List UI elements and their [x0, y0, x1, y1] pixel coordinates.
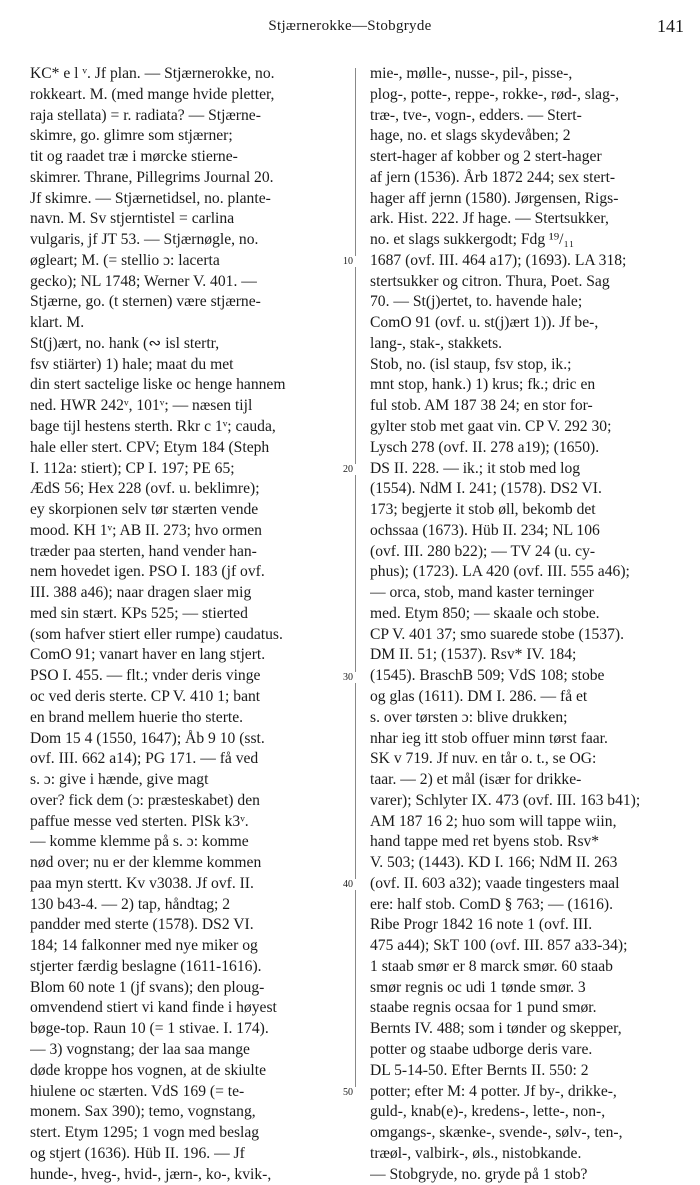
text-line: pandder med sterte (1578). DS2 VI. — [30, 916, 254, 934]
text-line: med sin stært. KPs 525; — stierted — [30, 604, 248, 622]
text-line: 130 b43-4. — 2) tap, håndtag; 2 — [30, 895, 231, 913]
text-line: 475 a44); SkT 100 (ovf. III. 857 a33-34); — [370, 937, 628, 955]
text-line: mie-, mølle-, nusse-, pil-, pisse-, — [370, 65, 573, 82]
text-line: monem. Sax 390); temo, vognstang, — [30, 1103, 256, 1121]
text-line: stert. Etym 1295; 1 vogn med beslag — [30, 1124, 260, 1142]
text-line: s. ɔ: give i hænde, give magt — [30, 771, 209, 789]
text-line: ey skorpionen selv tør stærten vende — [30, 501, 259, 519]
text-line: raja stellata) = r. radiata? — Stjærne- — [30, 106, 261, 124]
text-line: hiulene oc stærten. VdS 169 (= te- — [30, 1082, 245, 1100]
text-line: V. 503; (1443). KD I. 166; NdM II. 263 — [370, 854, 618, 872]
text-line: DM II. 51; (1537). Rsv* IV. 184; — [370, 646, 577, 664]
text-line: Stob, no. (isl staup, fsv stop, ik.; — [370, 355, 572, 373]
text-line: døde kroppe hos vognen, at de skiulte — [30, 1061, 267, 1079]
text-line: smør regnis oc udi 1 tønde smør. 3 — [370, 978, 586, 996]
text-line: af jern (1536). Årb 1872 244; sex stert- — [370, 168, 616, 186]
text-line: ComO 91; vanart haver en lang stjert. — [30, 646, 266, 664]
text-line: paa myn stertt. Kv v3038. Jf ovf. II. — [30, 874, 254, 892]
text-line: Stjærne, go. (t sternen) være stjærne- — [30, 293, 261, 311]
text-line: III. 388 a46); naar dragen slaer mig — [30, 584, 252, 602]
text-line: Ribe Progr 1842 16 note 1 (ovf. III. — [370, 916, 593, 934]
text-line: hager aff jernn (1580). Jørgensen, Rigs- — [370, 189, 619, 207]
text-line: ark. Hist. 222. Jf hage. — Stertsukker, — [370, 210, 609, 228]
text-line: (ovf. II. 603 a32); vaade tingesters maal — [370, 874, 620, 892]
text-line: (ovf. III. 280 b22); — TV 24 (u. cy- — [370, 542, 596, 560]
text-line: mnt stop, hank.) 1) krus; fk.; dric en — [370, 376, 596, 394]
text-line: nød over; nu er der klemme kommen — [30, 854, 262, 872]
text-line: varer); Schlyter IX. 473 (ovf. III. 163 b41); — [370, 791, 641, 809]
text-line: potter og staabe udborge deris vare. — [370, 1040, 593, 1058]
text-line: Dom 15 4 (1550, 1647); Åb 9 10 (sst. — [30, 729, 265, 747]
left-column — [30, 64, 348, 1185]
text-line: stertsukker og citron. Thura, Poet. Sag — [370, 272, 610, 290]
text-line: paffue messe ved sterten. PlSk k3ᵛ. — [30, 812, 249, 830]
line-number: 30 — [340, 672, 356, 683]
text-line: træder paa sterten, hand vender han- — [30, 542, 257, 560]
text-line: 1 staab smør er 8 marck smør. 60 staab — [370, 957, 613, 975]
text-line: tit og raadet træ i mørcke stierne- — [30, 148, 238, 166]
text-line: ful stob. AM 187 38 24; en stor for- — [370, 397, 593, 415]
text-line: PSO I. 455. — flt.; vnder deris vinge — [30, 667, 261, 685]
text-line: træ-, tve-, vogn-, edders. — Stert- — [370, 106, 582, 124]
text-line: CP V. 401 37; smo suarede stobe (1537). — [370, 625, 624, 643]
text-line: og glas (1611). DM I. 286. — få et — [370, 687, 588, 705]
text-line: — orca, stob, mand kaster terninger — [370, 584, 594, 602]
line-number: 20 — [340, 464, 356, 475]
text-line: 70. — St(j)ertet, to. havende hale; — [370, 293, 583, 311]
text-line: øgleart; M. (= stellio ɔ: lacerta — [30, 251, 220, 269]
text-line: 1687 (ovf. III. 464 a17); (1693). LA 318; — [370, 251, 627, 269]
text-line: fsv stiärter) 1) hale; maat du met — [30, 355, 234, 373]
text-line: no. et slags sukkergodt; Fdg ¹⁹/₁₁ — [370, 231, 575, 249]
text-line: vulgaris, jf JT 53. — Stjærnøgle, no. — [30, 231, 259, 249]
text-line: navn. M. Sv stjerntistel = carlina — [30, 210, 235, 228]
text-line: din stert sactelige liske oc henge hannem — [30, 376, 286, 394]
text-line: hand tappe med ret byens stob. Rsv* — [370, 833, 600, 851]
text-line: DS II. 228. — ik.; it stob med log — [370, 459, 581, 477]
text-line: over? fick dem (ɔ: præsteskabet) den — [30, 791, 260, 809]
text-line: oc ved deris sterte. CP V. 410 1; bant — [30, 687, 261, 705]
text-line: s. over tørsten ɔ: blive drukken; — [370, 708, 568, 726]
text-line: AM 187 16 2; huo som will tappe wiin, — [370, 812, 617, 830]
text-line: gecko); NL 1748; Werner V. 401. — — [30, 272, 257, 290]
text-line: 173; begjerte it stob øll, bekomb det — [370, 501, 596, 519]
text-line: med. Etym 850; — skaale och stobe. — [370, 604, 600, 622]
text-line: (1545). BraschB 509; VdS 108; stobe — [370, 667, 605, 685]
text-line: træøl-, valbirk-, øls., nistobkande. — [370, 1144, 582, 1162]
text-line: ComO 91 (ovf. u. st(j)ært 1)). Jf be-, — [370, 314, 599, 332]
text-line: ned. HWR 242ᵛ, 101ᵛ; — næsen tijl — [30, 397, 253, 415]
text-line: bøge-top. Raun 10 (= 1 stivae. I. 174). — [30, 1020, 269, 1038]
text-line: lang-, stak-, stakkets. — [370, 334, 503, 352]
text-line: omgangs-, skænke-, svende-, sølv-, ten-, — [370, 1124, 623, 1142]
text-line: — 3) vognstang; der laa saa mange — [30, 1040, 250, 1058]
line-number: 40 — [340, 879, 356, 890]
text-line: I. 112a: stiert); CP I. 197; PE 65; — [30, 459, 235, 477]
text-line: bage tijl hestens sterth. Rkr c 1ᵛ; cauda, — [30, 418, 276, 436]
text-line: ÆdS 56; Hex 228 (ovf. u. beklimre); — [30, 480, 260, 498]
text-line: guld-, knab(e)-, kredens-, lette-, non-, — [370, 1103, 606, 1121]
text-line: DL 5-14-50. Efter Bernts II. 550: 2 — [370, 1061, 589, 1079]
text-line: skimre, go. glimre som stjærner; — [30, 127, 233, 145]
text-line: staabe regnis ocsaa for 1 pund smør. — [370, 999, 597, 1017]
text-line: stjerter færdig beslagne (1611-1616). — [30, 957, 262, 975]
text-line: skimrer. Thrane, Pillegrims Journal 20. — [30, 168, 274, 186]
text-line: St(j)ært, no. hank (∾ isl stertr, — [30, 334, 220, 352]
line-number: 50 — [340, 1087, 356, 1098]
text-line: gylter stob met gaat vin. CP V. 292 30; — [370, 418, 612, 436]
text-line: Bernts IV. 488; som i tønder og skepper, — [370, 1020, 622, 1038]
text-line: Blom 60 note 1 (jf svans); den ploug- — [30, 978, 265, 996]
text-line: (1554). NdM I. 241; (1578). DS2 VI. — [370, 480, 602, 498]
text-line: SK v 719. Jf nuv. en tår o. t., se OG: — [370, 750, 597, 768]
text-line: ere: half stob. ComD § 763; — (1616). — [370, 895, 613, 913]
text-line: taar. — 2) et mål (især for drikke- — [370, 771, 582, 789]
text-line: hunde-, hveg-, hvid-, jærn-, ko-, kvik-, — [30, 1165, 272, 1183]
text-line: hale eller stert. CPV; Etym 184 (Steph — [30, 438, 270, 456]
text-line: nhar ieg itt stob offuer minn tørst faar. — [370, 729, 608, 747]
text-line: hage, no. et slags skydevåben; 2 — [370, 127, 571, 145]
text-line: og stjert (1636). Hüb II. 196. — Jf — [30, 1144, 245, 1162]
text-line: potter; efter M: 4 potter. Jf by-, drikke-, — [370, 1082, 617, 1100]
text-line: klart. M. — [30, 314, 85, 332]
running-title: Stjærnerokke—Stobgryde — [268, 18, 432, 34]
text-line: mood. KH 1ᵛ; AB II. 273; hvo ormen — [30, 521, 262, 539]
page-number: 141 — [657, 16, 684, 36]
text-line: (som hafver stiert eller rumpe) caudatus. — [30, 625, 283, 643]
text-line: KC* e l ᵛ. Jf plan. — Stjærnerokke, no. — [30, 65, 275, 82]
line-number: 10 — [340, 256, 356, 267]
text-line: — komme klemme på s. ɔ: komme — [30, 833, 249, 851]
text-line: plog-, potte-, reppe-, rokke-, rød-, slag-, — [370, 85, 619, 103]
text-line: phus); (1723). LA 420 (ovf. III. 555 a46); — [370, 563, 630, 581]
page-header — [0, 14, 700, 40]
text-line: omvendend stiert vi kand finde i høyest — [30, 999, 277, 1017]
column-divider — [355, 68, 356, 1093]
text-line: 184; 14 falkonner med nye miker og — [30, 937, 258, 955]
text-line: stert-hager af kobber og 2 stert-hager — [370, 148, 602, 166]
right-column — [370, 64, 688, 1185]
text-line: en brand mellem huerie tho sterte. — [30, 708, 244, 726]
text-line: — Stobgryde, no. gryde på 1 stob? — [370, 1165, 588, 1183]
text-line: Lysch 278 (ovf. II. 278 a19); (1650). — [370, 438, 600, 456]
text-line: rokkeart. M. (med mange hvide pletter, — [30, 85, 275, 103]
text-line: ochssaa (1673). Hüb II. 234; NL 106 — [370, 521, 600, 539]
text-line: nem hovedet igen. PSO I. 183 (jf ovf. — [30, 563, 265, 581]
text-line: Jf skimre. — Stjærnetidsel, no. plante- — [30, 189, 271, 207]
text-line: ovf. III. 662 a14); PG 171. — få ved — [30, 750, 259, 768]
